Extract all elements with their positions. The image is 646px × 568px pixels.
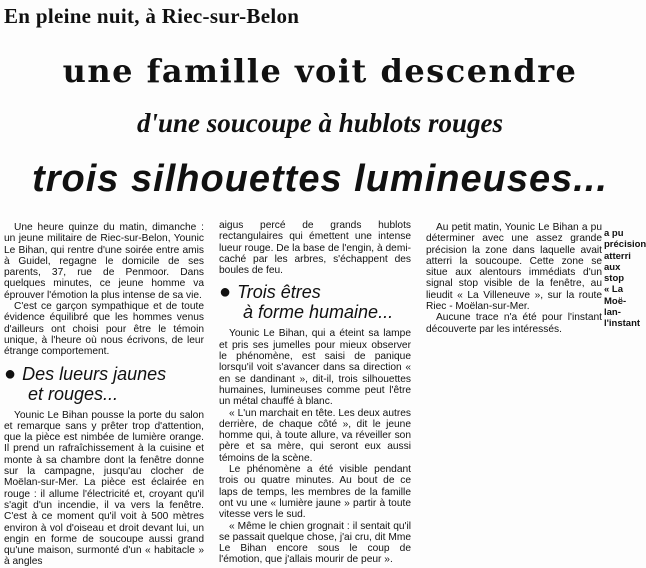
edge-fragment: aux bbox=[604, 261, 621, 273]
subheading-line-1: Des lueurs jaunes bbox=[22, 363, 167, 384]
headline-main: une famille voit descendre bbox=[62, 52, 578, 90]
headline-big: trois silhouettes lumineuses... bbox=[32, 158, 608, 200]
edge-fragment: lan- bbox=[604, 307, 621, 319]
article-column-2 bbox=[219, 220, 411, 566]
article-column-1 bbox=[4, 222, 204, 568]
edge-fragment: atterri bbox=[604, 250, 631, 262]
bullet-icon: ● bbox=[4, 362, 17, 385]
subheading-line-1: Trois êtres bbox=[237, 282, 321, 303]
edge-fragment: précision bbox=[604, 239, 646, 251]
paragraph: Younic Le Bihan, qui a éteint sa lampe et pris ses jumelles pour mieux observer le phénomène, est saisi de panique lorsqu'il voit s'avancer dans sa direction « en se dandinant », dit-il, trois silhouettes humaines, lumineuses comme peut l'être un métal chauffé à blanc. bbox=[219, 328, 411, 408]
article-column-3 bbox=[426, 222, 602, 335]
subheading-line-2: et rouges... bbox=[28, 383, 119, 404]
edge-fragment: stop bbox=[604, 273, 625, 285]
subheading bbox=[219, 282, 411, 322]
column-edge-fragments bbox=[604, 228, 646, 330]
subheading bbox=[4, 364, 204, 404]
edge-fragment: Moë- bbox=[604, 295, 627, 307]
paragraph: « L'un marchait en tête. Les deux autres derrière, de chaque côté », dit le jeune homme qui, à toute allure, va réveiller son père et sa mère, qui seront eux aussi témoins de la scène. bbox=[219, 407, 411, 464]
paragraph: Younic Le Bihan pousse la porte du salon et remarque sans y prêter trop d'attention, que la pièce est nimbée de lumière orange. Il prend un rafraîchissement à la cuisine et monte à sa chambre dont la fenêtre donne sur la campagne, jusqu'au clocher de Moëlan-sur-Mer. La pièce est éclairée en rouge : il allume l'électricité et, croyant qu'il s'agit d'un incendie, il va vers la fenêtre. C'est à ce moment qu'il voit à 500 mètres environ à vol d'oiseau et droit devant lui, un engin en forme de soucoupe aussi grand qu'une maison, surmonté d'un « habitacle » à angles bbox=[4, 409, 204, 568]
bullet-icon: ● bbox=[219, 281, 232, 304]
paragraph: aigus percé de grands hublots rectangulaires qui émettent une intense lueur rouge. De la base de l'engin, à demi-caché par les arbres, s'échappent des boules de feu. bbox=[219, 220, 411, 277]
paragraph: Le phénomène a été visible pendant trois ou quatre minutes. Au bout de ce laps de temps, les membres de la famille ont vu une « lumière jaune » partir à toute vitesse vers le sud. bbox=[219, 464, 411, 521]
edge-fragment: a pu bbox=[604, 228, 624, 239]
headline-kicker: En pleine nuit, à Riec-sur-Belon bbox=[4, 4, 300, 28]
paragraph: « Même le chien grognait : il sentait qu'il se passait quelque chose, j'ai cru, dit Mme Le Bihan encore sous le coup de l'émotion, que j'allais mourir de peur ». bbox=[219, 520, 411, 566]
subheading-line-2: à forme humaine... bbox=[243, 302, 394, 323]
headline-sub: d'une soucoupe à hublots rouges bbox=[136, 108, 504, 138]
edge-fragment: l'instant bbox=[604, 318, 641, 330]
paragraph: Aucune trace n'a été pour l'instant découverte par les intéressés. bbox=[426, 312, 602, 335]
paragraph: Une heure quinze du matin, dimanche : un jeune militaire de Riec-sur-Belon, Younic Le Bihan, qui rentre d'une soirée entre amis à Guidel, regagne le domicile de ses parents, 37, rue de Penmoor. Dans quelques minutes, ce jeune homme va éprouver l'émotion la plus intense de sa vie. bbox=[4, 222, 204, 301]
paragraph: C'est ce garçon sympathique et de toute évidence équilibré que les hommes venus d'ailleurs ont choisi pour être le témoin unique, à l'heure où nous écrivons, de leur étrange comportement. bbox=[4, 301, 204, 358]
paragraph: Au petit matin, Younic Le Bihan a pu déterminer avec une assez grande précision la zone dans laquelle avait atterri la soucoupe. Cette zone se situe aux alentours immédiats d'un signal stop visible de la fenêtre, au lieudit « La Villeneuve », sur la route Riec - Moëlan-sur-Mer. bbox=[426, 222, 602, 313]
edge-fragment: « La bbox=[604, 284, 624, 296]
